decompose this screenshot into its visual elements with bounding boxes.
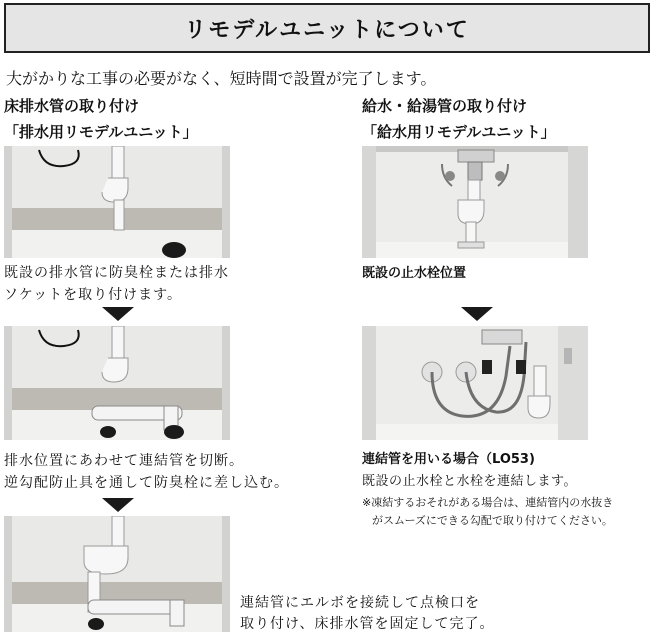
down-arrow-icon [461, 307, 493, 321]
left-step1-line2: ソケットを取り付けます。 [4, 287, 183, 303]
down-arrow-icon [102, 498, 134, 512]
title-box [4, 3, 650, 53]
left-step2-line1: 排水位置にあわせて連結管を切断。 [4, 453, 244, 469]
right-heading-1: 給水・給湯管の取り付け [362, 97, 528, 115]
right-caption-1: 既設の止水栓位置 [362, 266, 467, 281]
right-note-line2: がスムーズにできる勾配で取り付けてください。 [372, 514, 613, 527]
drain-photo-1 [4, 146, 230, 258]
supply-photo-1 [362, 146, 588, 258]
left-heading-1: 床排水管の取り付け [4, 97, 140, 115]
drain-photo-3 [4, 516, 230, 632]
right-note-line1: ※凍結するおそれがある場合は、連結管内の水抜き [362, 496, 614, 509]
left-step3-line1: 連結管にエルボを接続して点検口を [240, 595, 480, 611]
intro-text: 大がかりな工事の必要がなく、短時間で設置が完了します。 [6, 69, 437, 88]
left-step3-line2: 取り付け、床排水管を固定して完了。 [240, 616, 495, 632]
left-heading-2: 「排水用リモデルユニット」 [4, 123, 198, 141]
supply-photo-2 [362, 326, 588, 440]
down-arrow-icon [102, 307, 134, 321]
left-step2-line2: 逆勾配防止具を通して防臭栓に差し込む。 [4, 475, 289, 491]
drain-photo-2 [4, 326, 230, 440]
page-title: リモデルユニットについて [184, 17, 470, 43]
left-step1-line1: 既設の排水管に防臭栓または排水 [4, 265, 229, 281]
right-caption-2-head: 連結管を用いる場合（LO53) [362, 452, 535, 467]
right-caption-2-body: 既設の止水栓と水栓を連結します。 [362, 474, 577, 489]
right-heading-2: 「給水用リモデルユニット」 [362, 123, 556, 141]
